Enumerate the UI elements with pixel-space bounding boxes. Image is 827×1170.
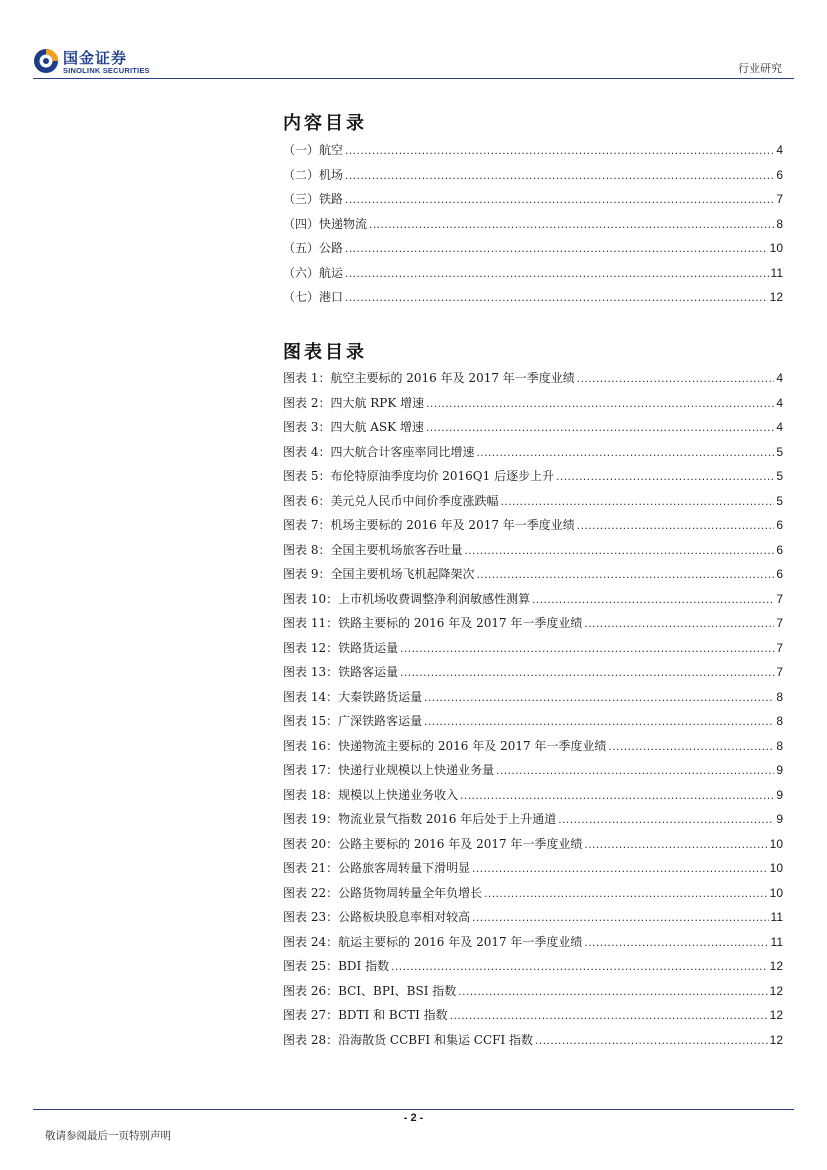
dot-leader xyxy=(424,714,774,728)
figure-entry[interactable] xyxy=(283,663,783,688)
dot-leader xyxy=(424,690,774,704)
figure-entry[interactable] xyxy=(283,541,783,566)
figure-entry-label: 图表 22：公路货物周转量全年负增长 xyxy=(283,885,483,900)
dot-leader xyxy=(577,371,775,385)
figure-entry-label: 图表 5：布伦特原油季度均价 2016Q1 后逐步上升 xyxy=(283,469,555,483)
contents-entry[interactable] xyxy=(283,166,783,191)
figure-entry[interactable] xyxy=(283,786,783,811)
dot-leader xyxy=(472,861,768,875)
figure-entry-label: 图表 28：沿海散货 CCBFI 和集运 CCFI 指数 xyxy=(283,1032,534,1047)
dot-leader xyxy=(484,886,768,900)
dot-leader xyxy=(476,567,774,581)
figure-entry[interactable] xyxy=(283,810,783,835)
figure-entry-label: 图表 24：航运主要标的 2016 年及 2017 年一季度业绩 xyxy=(283,934,583,949)
dot-leader xyxy=(584,837,767,851)
figure-entry-label: 图表 1：航空主要标的 2016 年及 2017 年一季度业绩 xyxy=(283,371,575,385)
figure-entry-page: 6 xyxy=(776,518,783,532)
figure-entry[interactable] xyxy=(283,614,783,639)
figure-entry[interactable] xyxy=(283,467,783,492)
dot-leader xyxy=(345,290,768,304)
contents-entry[interactable] xyxy=(283,190,783,215)
figure-entry-page: 5 xyxy=(776,493,783,508)
figure-entry-label: 图表 9：全国主要机场飞机起降架次 xyxy=(283,567,475,581)
contents-entry-label: （一）航空 xyxy=(283,143,344,157)
figure-entry-label: 图表 4：四大航合计客座率同比增速 xyxy=(283,444,475,459)
dot-leader xyxy=(345,192,774,206)
dot-leader xyxy=(460,788,774,802)
dot-leader xyxy=(345,143,774,157)
figure-entry-page: 7 xyxy=(776,665,783,679)
dot-leader xyxy=(400,641,774,655)
figure-entry-page: 7 xyxy=(776,591,783,606)
figure-entry-label: 图表 20：公路主要标的 2016 年及 2017 年一季度业绩 xyxy=(283,836,583,851)
figure-entry[interactable] xyxy=(283,590,783,615)
logo-chinese-name: 国金证券 xyxy=(63,49,128,67)
figure-entry-label: 图表 23：公路板块股息率相对较高 xyxy=(283,910,471,924)
contents-entry-page: 12 xyxy=(769,290,783,304)
dot-leader xyxy=(584,935,768,949)
figure-entry-page: 10 xyxy=(769,861,783,875)
figure-entry-label: 图表 3：四大航 ASK 增速 xyxy=(283,420,424,434)
dot-leader xyxy=(584,616,774,630)
figure-entry-label: 图表 14：大秦铁路货运量 xyxy=(283,689,423,704)
contents-entry[interactable] xyxy=(283,141,783,166)
disclaimer-note: 敬请参阅最后一页特别声明 xyxy=(45,1130,171,1142)
figure-entry-page: 12 xyxy=(769,959,783,973)
sinolink-logo-icon xyxy=(33,48,59,74)
figure-entry[interactable] xyxy=(283,908,783,933)
figure-entry[interactable] xyxy=(283,737,783,762)
figure-entry[interactable] xyxy=(283,1031,783,1056)
dot-leader xyxy=(369,217,774,231)
figure-entry[interactable] xyxy=(283,982,783,1007)
figure-entry-label: 图表 6：美元兑人民币中间价季度涨跌幅 xyxy=(283,493,499,508)
section-label: 行业研究 xyxy=(738,62,782,75)
dot-leader xyxy=(426,420,774,434)
figure-entry-label: 图表 12：铁路货运量 xyxy=(283,640,399,655)
figure-entry[interactable] xyxy=(283,394,783,419)
figure-entry[interactable] xyxy=(283,688,783,713)
figure-entry-label: 图表 2：四大航 RPK 增速 xyxy=(283,395,425,410)
dot-leader xyxy=(345,168,774,182)
page-number: - 2 - xyxy=(403,1112,424,1124)
figure-entry-page: 12 xyxy=(769,1008,783,1022)
contents-entry[interactable] xyxy=(283,239,783,264)
contents-title: 内容目录 xyxy=(283,113,367,134)
figure-entry-label: 图表 21：公路旅客周转量下滑明显 xyxy=(283,861,471,875)
figure-entry[interactable] xyxy=(283,884,783,909)
figure-entry-page: 11 xyxy=(770,934,783,949)
figure-entry-page: 9 xyxy=(776,763,783,777)
figure-entry-page: 8 xyxy=(776,738,783,753)
footer-divider xyxy=(33,1109,794,1110)
figure-entry-page: 5 xyxy=(776,469,783,483)
contents-entry-page: 10 xyxy=(769,241,783,255)
figure-entry-page: 10 xyxy=(769,885,783,900)
dot-leader xyxy=(500,494,774,508)
contents-list xyxy=(283,141,783,313)
figure-entry-label: 图表 8：全国主要机场旅客吞吐量 xyxy=(283,542,463,557)
figure-entry-label: 图表 7：机场主要标的 2016 年及 2017 年一季度业绩 xyxy=(283,518,575,532)
contents-entry-label: （三）铁路 xyxy=(283,192,344,206)
dot-leader xyxy=(558,812,774,826)
header-divider xyxy=(33,78,794,79)
figure-entry[interactable] xyxy=(283,1006,783,1031)
contents-entry-label: （六）航运 xyxy=(283,265,344,280)
contents-entry-page: 4 xyxy=(776,143,783,157)
figure-entry-page: 4 xyxy=(776,420,783,434)
contents-entry[interactable] xyxy=(283,288,783,313)
dot-leader xyxy=(556,469,774,483)
figure-entry-label: 图表 11：铁路主要标的 2016 年及 2017 年一季度业绩 xyxy=(283,616,583,630)
figures-title: 图表目录 xyxy=(283,342,367,363)
figure-entry-page: 9 xyxy=(776,812,783,826)
figure-entry-page: 12 xyxy=(769,983,783,998)
figures-list xyxy=(283,369,783,1055)
company-logo xyxy=(33,46,153,78)
figure-entry-page: 10 xyxy=(769,836,783,851)
figure-entry[interactable] xyxy=(283,957,783,982)
figure-entry-label: 图表 15：广深铁路客运量 xyxy=(283,714,423,728)
figure-entry[interactable] xyxy=(283,712,783,737)
dot-leader xyxy=(345,241,768,255)
figure-entry-page: 5 xyxy=(776,444,783,459)
figure-entry[interactable] xyxy=(283,565,783,590)
figure-entry-label: 图表 10：上市机场收费调整净利润敏感性测算 xyxy=(283,591,531,606)
figure-entry-label: 图表 17：快递行业规模以上快递业务量 xyxy=(283,763,495,777)
contents-entry-page: 7 xyxy=(776,192,783,206)
page-header xyxy=(0,0,827,80)
figure-entry-page: 7 xyxy=(776,616,783,630)
figure-entry[interactable] xyxy=(283,492,783,517)
dot-leader xyxy=(496,763,774,777)
contents-entry-label: （五）公路 xyxy=(283,241,344,255)
contents-entry-page: 6 xyxy=(776,167,783,182)
dot-leader xyxy=(464,543,774,557)
figure-entry-page: 11 xyxy=(770,910,783,924)
contents-entry-page: 8 xyxy=(776,216,783,231)
contents-entry-label: （二）机场 xyxy=(283,167,344,182)
figure-entry-label: 图表 16：快递物流主要标的 2016 年及 2017 年一季度业绩 xyxy=(283,738,607,753)
figure-entry[interactable] xyxy=(283,516,783,541)
figure-entry-page: 8 xyxy=(776,689,783,704)
figure-entry-page: 8 xyxy=(776,714,783,728)
figure-entry-label: 图表 18：规模以上快递业务收入 xyxy=(283,787,459,802)
dot-leader xyxy=(450,1008,768,1022)
figure-entry-label: 图表 13：铁路客运量 xyxy=(283,665,399,679)
figure-entry-label: 图表 26：BCI、BPI、BSI 指数 xyxy=(283,983,457,998)
figure-entry-label: 图表 25：BDI 指数 xyxy=(283,959,390,973)
figure-entry[interactable] xyxy=(283,859,783,884)
figure-entry[interactable] xyxy=(283,761,783,786)
dot-leader xyxy=(535,1033,768,1047)
figure-entry-page: 4 xyxy=(776,371,783,385)
dot-leader xyxy=(476,445,774,459)
contents-entry-label: （七）港口 xyxy=(283,290,344,304)
figure-entry[interactable] xyxy=(283,418,783,443)
dot-leader xyxy=(577,518,775,532)
figure-entry-page: 6 xyxy=(776,542,783,557)
dot-leader xyxy=(400,665,774,679)
dot-leader xyxy=(608,739,774,753)
figure-entry-label: 图表 19：物流业景气指数 2016 年后处于上升通道 xyxy=(283,812,557,826)
dot-leader xyxy=(345,266,769,280)
dot-leader xyxy=(426,396,774,410)
figure-entry-page: 9 xyxy=(776,787,783,802)
contents-entry-page: 11 xyxy=(770,265,783,280)
contents-entry-label: （四）快递物流 xyxy=(283,216,368,231)
figure-entry-page: 12 xyxy=(769,1032,783,1047)
logo-english-name: SINOLINK SECURITIES xyxy=(63,66,150,75)
figure-entry[interactable] xyxy=(283,933,783,958)
dot-leader xyxy=(391,959,768,973)
dot-leader xyxy=(532,592,774,606)
figure-entry[interactable] xyxy=(283,443,783,468)
figure-entry-page: 4 xyxy=(776,395,783,410)
dot-leader xyxy=(472,910,768,924)
contents-entry[interactable] xyxy=(283,264,783,289)
figure-entry-label: 图表 27：BDTI 和 BCTI 指数 xyxy=(283,1008,448,1022)
figure-entry[interactable] xyxy=(283,369,783,394)
contents-entry[interactable] xyxy=(283,215,783,240)
figure-entry-page: 6 xyxy=(776,567,783,581)
figure-entry[interactable] xyxy=(283,639,783,664)
figure-entry-page: 7 xyxy=(776,640,783,655)
figure-entry[interactable] xyxy=(283,835,783,860)
dot-leader xyxy=(458,984,767,998)
